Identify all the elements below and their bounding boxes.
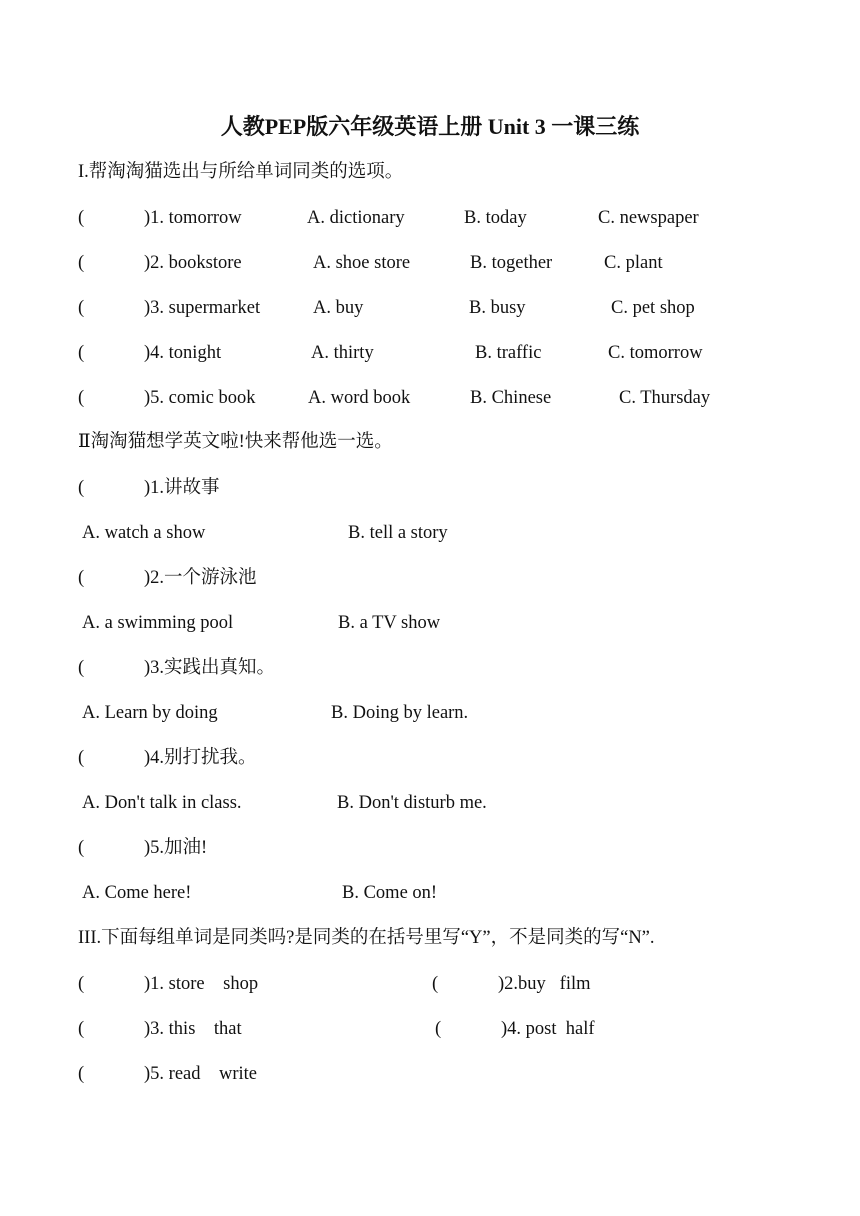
s1-q4-blank[interactable]: (: [78, 343, 85, 363]
section1-heading: I.帮淘淘猫选出与所给单词同类的选项。: [78, 162, 404, 182]
s2-q3-blank[interactable]: (: [78, 658, 85, 678]
s1-q3-option-a: A. buy: [313, 298, 364, 318]
s3-q4-blank[interactable]: (: [435, 1019, 442, 1039]
section2-heading: Ⅱ淘淘猫想学英文啦!快来帮他选一选。: [78, 432, 393, 452]
s2-q2-blank[interactable]: (: [78, 568, 85, 588]
s3-q5-blank[interactable]: (: [78, 1064, 85, 1084]
s2-q4-option-b: B. Don't disturb me.: [337, 793, 487, 813]
s3-q2-words: )2.buy film: [498, 974, 591, 994]
s1-q2-blank[interactable]: (: [78, 253, 85, 273]
s1-q2-option-b: B. together: [470, 253, 553, 273]
s1-q3-blank[interactable]: (: [78, 298, 85, 318]
s1-q5-option-a: A. word book: [308, 388, 411, 408]
s1-q1-option-b: B. today: [464, 208, 527, 228]
s1-q5-word: )5. comic book: [144, 388, 256, 408]
s2-q5-prompt: )5.加油!: [144, 838, 208, 858]
s3-q1-words: )1. store shop: [144, 974, 259, 994]
s2-q2-option-a: A. a swimming pool: [82, 613, 234, 633]
s2-q4-prompt: )4.别打扰我。: [144, 748, 257, 768]
s1-q2-word: )2. bookstore: [144, 253, 242, 273]
s1-q2-option-c: C. plant: [604, 253, 663, 273]
page-title: 人教PEP版六年级英语上册 Unit 3 一课三练: [220, 114, 640, 139]
s2-q1-blank[interactable]: (: [78, 478, 85, 498]
s1-q2-option-a: A. shoe store: [313, 253, 411, 273]
s1-q5-option-b: B. Chinese: [470, 388, 552, 408]
s2-q3-option-a: A. Learn by doing: [82, 703, 218, 723]
s2-q3-option-b: B. Doing by learn.: [331, 703, 469, 723]
s2-q1-option-a: A. watch a show: [82, 523, 206, 543]
s1-q1-blank[interactable]: (: [78, 208, 85, 228]
s2-q5-blank[interactable]: (: [78, 838, 85, 858]
s1-q5-option-c: C. Thursday: [619, 388, 711, 408]
s3-q5-words: )5. read write: [144, 1064, 258, 1084]
s3-q3-words: )3. this that: [144, 1019, 242, 1039]
s2-q2-option-b: B. a TV show: [338, 613, 441, 633]
s1-q3-option-b: B. busy: [469, 298, 526, 318]
s3-q2-blank[interactable]: (: [432, 974, 439, 994]
s2-q1-prompt: )1.讲故事: [144, 478, 220, 498]
s1-q5-blank[interactable]: (: [78, 388, 85, 408]
s2-q1-option-b: B. tell a story: [348, 523, 448, 543]
s1-q4-option-a: A. thirty: [311, 343, 374, 363]
s3-q4-words: )4. post half: [501, 1019, 595, 1039]
s2-q4-option-a: A. Don't talk in class.: [82, 793, 242, 813]
s1-q4-option-b: B. traffic: [475, 343, 542, 363]
s1-q1-word: )1. tomorrow: [144, 208, 242, 228]
s2-q2-prompt: )2.一个游泳池: [144, 568, 257, 588]
s2-q5-option-a: A. Come here!: [82, 883, 192, 903]
section3-heading: III.下面每组单词是同类吗?是同类的在括号里写“Y”，不是同类的写“N”.: [78, 928, 655, 948]
s3-q3-blank[interactable]: (: [78, 1019, 85, 1039]
s1-q1-option-c: C. newspaper: [598, 208, 699, 228]
s3-q1-blank[interactable]: (: [78, 974, 85, 994]
s1-q4-option-c: C. tomorrow: [608, 343, 703, 363]
s2-q3-prompt: )3.实践出真知。: [144, 658, 276, 678]
s1-q3-word: )3. supermarket: [144, 298, 261, 318]
s2-q4-blank[interactable]: (: [78, 748, 85, 768]
s1-q3-option-c: C. pet shop: [611, 298, 695, 318]
s1-q4-word: )4. tonight: [144, 343, 222, 363]
s1-q1-option-a: A. dictionary: [307, 208, 405, 228]
s2-q5-option-b: B. Come on!: [342, 883, 438, 903]
